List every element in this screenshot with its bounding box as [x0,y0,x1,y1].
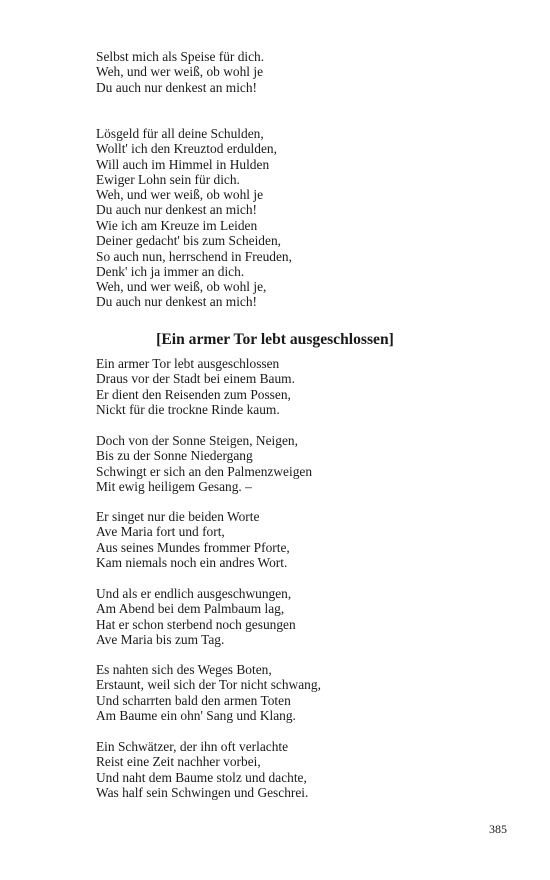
verse-line: Nickt für die trockne Rinde kaum. [96,401,280,417]
poem1-stanza-1 [96,49,476,95]
verse-line: Will auch im Himmel in Hulden [96,156,270,172]
verse-line: Er singet nur die beiden Worte [96,509,260,524]
verse-line: Und naht dem Baume stolz und dachte, [96,769,307,785]
poem2-stanza-2 [96,433,476,494]
poem2-stanza-4 [96,586,476,647]
verse-line: Draus vor der Stadt bei einem Baum. [96,371,295,387]
verse-line: Aus seines Mundes frommer Pforte, [96,539,290,555]
verse-line: Denk' ich ja immer an dich. [96,263,245,279]
poem2-stanza-6 [96,739,476,800]
poem-title: [Ein armer Tor lebt ausgeschlossen] [156,331,394,348]
verse-line: Ave Maria fort und fort, [96,524,225,540]
verse-line: Und scharrten bald den armen Toten [96,692,291,708]
verse-line: Ein Schwätzer, der ihn oft verlachte [96,739,289,754]
verse-line: Was half sein Schwingen und Geschrei. [96,784,309,800]
verse-line: Du auch nur denkest an mich! [96,294,258,310]
poem2-stanza-3 [96,509,476,570]
verse-line: Und als er endlich ausgeschwungen, [96,586,292,601]
verse-line: Du auch nur denkest an mich! [96,202,258,218]
poem2-stanza-1 [96,356,476,417]
poem2-stanza-5 [96,662,476,723]
verse-line: Er dient den Reisenden zum Possen, [96,386,291,402]
verse-line: Reist eine Zeit nachher vorbei, [96,754,261,770]
verse-line: Ein armer Tor lebt ausgeschlossen [96,356,280,371]
verse-line: Wie ich am Kreuze im Leiden [96,218,258,233]
verse-line: Bis zu der Sonne Niedergang [96,448,253,464]
verse-line: Selbst mich als Speise für dich. [96,49,265,64]
verse-line: Am Baume ein ohn' Sang und Klang. [96,707,296,723]
verse-line: So auch nun, herrschend in Freuden, [96,248,292,264]
verse-line: Hat er schon sterbend noch gesungen [96,616,296,632]
verse-line: Lösgeld für all deine Schulden, [96,126,264,141]
verse-line: Es nahten sich des Weges Boten, [96,662,272,677]
poem1-stanza-3 [96,218,476,310]
poem1-stanza-2 [96,126,476,218]
verse-line: Ewiger Lohn sein für dich. [96,171,240,187]
verse-line: Ave Maria bis zum Tag. [96,631,225,647]
verse-line: Wollt' ich den Kreuztod erdulden, [96,141,277,157]
verse-line: Weh, und wer weiß, ob wohl je [96,187,264,203]
verse-line: Deiner gedacht' bis zum Scheiden, [96,233,281,249]
verse-line: Du auch nur denkest an mich! [96,79,258,95]
verse-line: Doch von der Sonne Steigen, Neigen, [96,433,298,448]
verse-line: Kam niemals noch ein andres Wort. [96,554,288,570]
verse-line: Schwingt er sich an den Palmenzweigen [96,463,313,479]
page-number: 385 [489,822,507,836]
verse-line: Am Abend bei dem Palmbaum lag, [96,601,285,617]
verse-line: Weh, und wer weiß, ob wohl je [96,64,264,80]
verse-line: Erstaunt, weil sich der Tor nicht schwang, [96,677,321,693]
verse-line: Mit ewig heiligem Gesang. – [96,478,252,494]
verse-line: Weh, und wer weiß, ob wohl je, [96,279,267,295]
